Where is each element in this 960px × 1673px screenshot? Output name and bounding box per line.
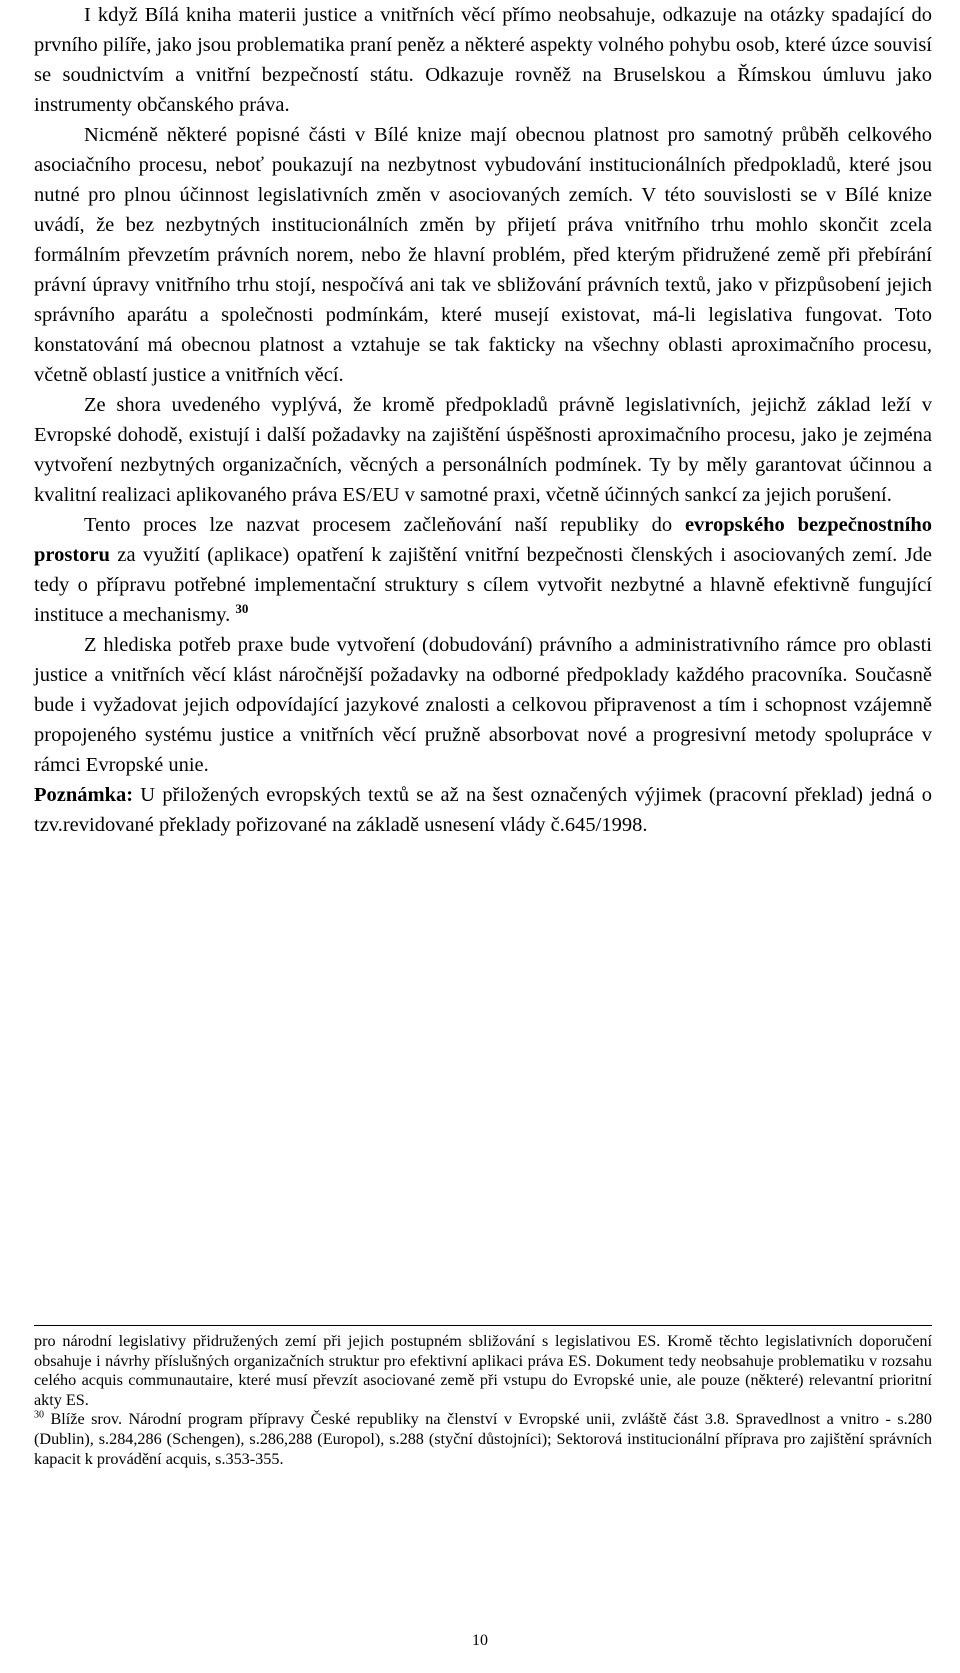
paragraph-1: I když Bílá kniha materii justice a vnitřních věcí přímo neobsahuje, odkazuje na otázky spadající do prvního pilíře, jako jsou problematika praní peněz a některé aspekty volného pohybu osob, které úzce souvisí se soudnictvím a vnitřní bezpečností státu. Odkazuje rovněž na Bruselskou a Římskou úmluvu jako instrumenty občanského práva.: [34, 4, 932, 116]
paragraph-4-end: za využití (aplikace) opatření k zajištění vnitřní bezpečnosti členských i asociovaných zemí. Jde tedy o přípravu potřebné implementační struktury s cílem vytvořit nezbytné a hlavně efektivně fungující instituce a mechanismy.: [34, 544, 932, 626]
footnote-30: [34, 1410, 932, 1469]
paragraph-4-emphasis: evropského bezpečnostního prostoru: [34, 514, 933, 566]
paragraph-4: [34, 510, 932, 630]
footnote-reference-30: 30: [235, 601, 249, 617]
paragraph-5: Z hlediska potřeb praxe bude vytvoření (dobudování) právního a administrativního rámce pro oblasti justice a vnitřních věcí klást náročnější požadavky na odborné předpoklady každého pracovníka. Současně bude i vyžadovat jejich odpovídající jazykové znalosti a celkovou připravenost a tím i schopnost vzájemně propojeného systému justice a vnitřních věcí pružně absorbovat nové a progresivní metody spolupráce v rámci Evropské unie.: [34, 634, 932, 776]
document-page: [34, 0, 932, 840]
note-label: Poznámka:: [34, 784, 134, 806]
note-paragraph: [34, 780, 932, 840]
footnote-divider: [34, 1325, 932, 1326]
page-number: 10: [472, 1632, 488, 1649]
footnote-30-text: Blíže srov. Národní program přípravy České republiky na členství v Evropské unii, zvláště část 3.8. Spravedlnost a vnitro - s.280 (Dublin), s.284,286 (Schengen), s.286,288 (Europol), s.288 (styční důstojníci); Sektorová institucionální příprava pro zajištění správních kapacit k provádění acquis, s.353-355.: [34, 1410, 932, 1468]
main-text: [34, 0, 932, 840]
footnote-30-number: 30: [34, 1409, 44, 1421]
note-text: U přiložených evropských textů se až na šest označených výjimek (pracovní překlad) jedná o tzv.revidované překlady pořizované na základě usnesení vlády č.645/1998.: [34, 784, 932, 836]
paragraph-3: Ze shora uvedeného vyplývá, že kromě předpokladů právně legislativních, jejichž základ leží v Evropské dohodě, existují i další požadavky na zajištění úspěšnosti aproximačního procesu, jako je zejména vytvoření nezbytných organizačních, věcných a personálních podmínek. Ty by měly garantovat účinnou a kvalitní realizaci aplikovaného práva ES/EU v samotné praxi, včetně účinných sankcí za jejich porušení.: [34, 394, 932, 506]
paragraph-4-start: Tento proces lze nazvat procesem začleňování naší republiky do: [84, 514, 685, 536]
footnotes-section: [34, 1325, 932, 1469]
paragraph-2: Nicméně některé popisné části v Bílé knize mají obecnou platnost pro samotný průběh celkového asociačního procesu, neboť poukazují na nezbytnost vybudování institucionálních předpokladů, které jsou nutné pro plnou účinnost legislativních změn v asociovaných zemích. V této souvislosti se v Bílé knize uvádí, že bez nezbytných institucionálních změn by přijetí práva vnitřního trhu mohlo skončit zcela formálním převzetím právních norem, nebo že hlavní problém, před kterým přidružené země při přebírání právní úpravy vnitřního trhu stojí, nespočívá ani tak ve sbližování právních textů, jako v přizpůsobení jejich správního aparátu a společnosti podmínkám, které musejí existovat, má-li legislativa fungovat. Toto konstatování má obecnou platnost a vztahuje se tak fakticky na všechny oblasti aproximačního procesu, včetně oblastí justice a vnitřních věcí.: [34, 124, 932, 386]
footnote-continued: pro národní legislativy přidružených zemí při jejich postupném sbližování s legislativou ES. Kromě těchto legislativních doporučení obsahuje i návrhy příslušných organizačních struktur pro efektivní aplikaci práva ES. Dokument tedy neobsahuje problematiku v rozsahu celého acquis communautaire, které musí převzít asociované země při vstupu do Evropské unie, ale pouze (některé) relevantní prioritní akty ES.: [34, 1332, 932, 1409]
